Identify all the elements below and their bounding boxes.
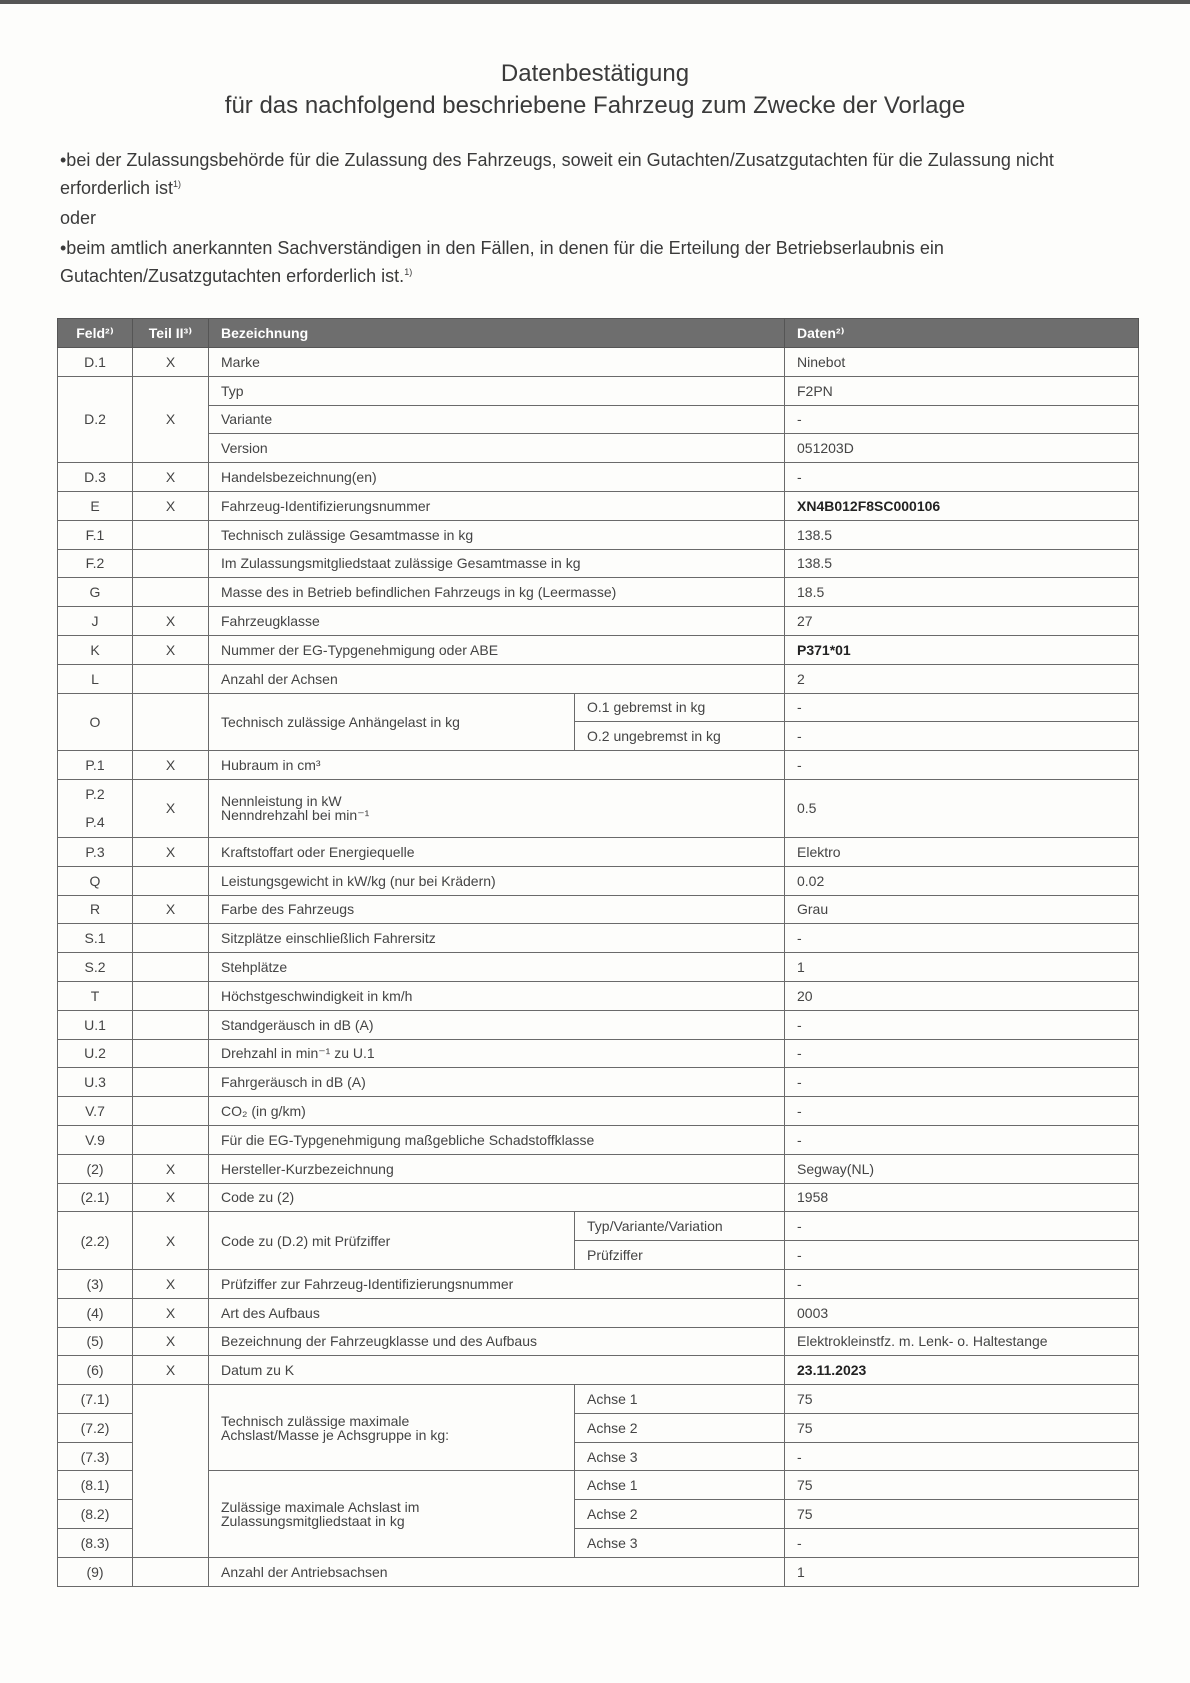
sub-label-cell: Achse 1 bbox=[575, 1385, 785, 1414]
feld-cell: O bbox=[58, 693, 133, 751]
sub-label-cell: Achse 2 bbox=[575, 1500, 785, 1529]
daten-cell: 0.02 bbox=[785, 866, 1139, 895]
teil-cell: X bbox=[133, 1298, 209, 1327]
table-row bbox=[58, 1183, 1139, 1212]
feld-p4: P.4 bbox=[85, 814, 105, 831]
table-row bbox=[58, 1039, 1139, 1068]
feld-cell: (2) bbox=[58, 1154, 133, 1183]
bezeichnung-cell: Code zu (D.2) mit Prüfziffer bbox=[209, 1212, 575, 1270]
bezeichnung-cell: Prüfziffer zur Fahrzeug-Identifizierungsnummer bbox=[209, 1269, 785, 1298]
table-row bbox=[58, 520, 1139, 549]
teil-cell: X bbox=[133, 376, 209, 462]
daten-cell: 18.5 bbox=[785, 578, 1139, 607]
teil-cell: X bbox=[133, 1356, 209, 1385]
table-row bbox=[58, 348, 1139, 377]
feld-cell: U.1 bbox=[58, 1010, 133, 1039]
daten-cell: - bbox=[785, 1039, 1139, 1068]
bezeichnung-cell: Nummer der EG-Typgenehmigung oder ABE bbox=[209, 635, 785, 664]
vehicle-data-table bbox=[57, 318, 1139, 1587]
table-row bbox=[58, 693, 1139, 722]
teil-cell: X bbox=[133, 635, 209, 664]
header-daten: Daten²⁾ bbox=[785, 319, 1139, 348]
teil-cell: X bbox=[133, 1183, 209, 1212]
teil-cell bbox=[133, 1125, 209, 1154]
bezeichnung-cell: Anzahl der Achsen bbox=[209, 664, 785, 693]
daten-cell: 75 bbox=[785, 1500, 1139, 1529]
teil-cell bbox=[133, 1097, 209, 1126]
daten-cell: 75 bbox=[785, 1471, 1139, 1500]
daten-cell: 20 bbox=[785, 981, 1139, 1010]
intro-paragraph-2-text: •beim amtlich anerkannten Sachverständigen in den Fällen, in denen für die Erteilung der Betriebserlaubnis ein Gutachten/Zusatzgutachten erforderlich ist. bbox=[60, 238, 944, 286]
teil-cell bbox=[133, 693, 209, 751]
feld-cell: U.2 bbox=[58, 1039, 133, 1068]
feld-cell: L bbox=[58, 664, 133, 693]
teil-cell: X bbox=[133, 895, 209, 924]
scan-top-edge bbox=[0, 0, 1190, 4]
teil-cell: X bbox=[133, 607, 209, 636]
table-row bbox=[58, 924, 1139, 953]
teil-cell bbox=[133, 1385, 209, 1558]
table-row bbox=[58, 866, 1139, 895]
feld-cell: D.3 bbox=[58, 463, 133, 492]
table-row bbox=[58, 751, 1139, 780]
footnote-ref: 1) bbox=[173, 179, 182, 189]
title-line-2: für das nachfolgend beschriebene Fahrzeug zum Zwecke der Vorlage bbox=[224, 92, 966, 119]
bezeichnung-cell: Marke bbox=[209, 348, 785, 377]
table-row bbox=[58, 549, 1139, 578]
daten-cell: P371*01 bbox=[785, 635, 1139, 664]
feld-cell: T bbox=[58, 981, 133, 1010]
bezeichnung-cell: Technisch zulässige Anhängelast in kg bbox=[209, 693, 575, 751]
table-row bbox=[58, 1356, 1139, 1385]
feld-cell: P.1 bbox=[58, 751, 133, 780]
sub-label-cell: Typ/Variante/Variation bbox=[575, 1212, 785, 1241]
table-row bbox=[58, 1212, 1139, 1241]
bezeichnung-line-1: Technisch zulässige maximale bbox=[221, 1412, 410, 1429]
sub-label-cell: O.1 gebremst in kg bbox=[575, 693, 785, 722]
teil-cell: X bbox=[133, 1212, 209, 1270]
teil-cell: X bbox=[133, 779, 209, 837]
table-row bbox=[58, 635, 1139, 664]
bezeichnung-cell: Variante bbox=[209, 405, 785, 434]
intro-paragraph-1-text: •bei der Zulassungsbehörde für die Zulassung des Fahrzeugs, soweit ein Gutachten/Zusatzgutachten für die Zulassung nicht erforderlich ist bbox=[60, 150, 1054, 198]
bezeichnung-cell: Stehplätze bbox=[209, 953, 785, 982]
daten-cell: Elektro bbox=[785, 837, 1139, 866]
teil-cell bbox=[133, 866, 209, 895]
teil-cell: X bbox=[133, 837, 209, 866]
sub-label-cell: O.2 ungebremst in kg bbox=[575, 722, 785, 751]
daten-cell: 1958 bbox=[785, 1183, 1139, 1212]
table-row bbox=[58, 434, 1139, 463]
table-row bbox=[58, 1125, 1139, 1154]
feld-cell: (8.1) bbox=[58, 1471, 133, 1500]
intro-or: oder bbox=[60, 208, 97, 228]
daten-cell: 75 bbox=[785, 1413, 1139, 1442]
daten-cell: Elektrokleinstfz. m. Lenk- o. Haltestange bbox=[785, 1327, 1139, 1356]
intro-paragraph-1 bbox=[60, 148, 1120, 200]
teil-cell: X bbox=[133, 491, 209, 520]
feld-cell: (2.1) bbox=[58, 1183, 133, 1212]
daten-cell: - bbox=[785, 1097, 1139, 1126]
daten-cell: 75 bbox=[785, 1385, 1139, 1414]
daten-cell: Ninebot bbox=[785, 348, 1139, 377]
table-row bbox=[58, 1068, 1139, 1097]
sub-label-cell: Achse 3 bbox=[575, 1529, 785, 1558]
feld-p2: P.2 bbox=[85, 786, 105, 803]
feld-cell: G bbox=[58, 578, 133, 607]
bezeichnung-cell: Fahrgeräusch in dB (A) bbox=[209, 1068, 785, 1097]
feld-cell: K bbox=[58, 635, 133, 664]
daten-cell: 27 bbox=[785, 607, 1139, 636]
daten-cell: - bbox=[785, 1010, 1139, 1039]
daten-cell: - bbox=[785, 405, 1139, 434]
daten-cell: - bbox=[785, 1529, 1139, 1558]
teil-cell bbox=[133, 664, 209, 693]
table-row bbox=[58, 578, 1139, 607]
table-row bbox=[58, 664, 1139, 693]
daten-cell: - bbox=[785, 1068, 1139, 1097]
bezeichnung-line-2: Nenndrehzahl bei min⁻¹ bbox=[221, 807, 370, 824]
daten-cell: 23.11.2023 bbox=[785, 1356, 1139, 1385]
sub-label-cell: Achse 3 bbox=[575, 1442, 785, 1471]
bezeichnung-line-1: Nennleistung in kW bbox=[221, 793, 342, 810]
daten-cell: Grau bbox=[785, 895, 1139, 924]
feld-cell: (3) bbox=[58, 1269, 133, 1298]
feld-cell: V.7 bbox=[58, 1097, 133, 1126]
daten-cell: 1 bbox=[785, 1557, 1139, 1586]
bezeichnung-cell: Drehzahl in min⁻¹ zu U.1 bbox=[209, 1039, 785, 1068]
daten-cell: - bbox=[785, 751, 1139, 780]
daten-cell: - bbox=[785, 1269, 1139, 1298]
table-row bbox=[58, 1097, 1139, 1126]
bezeichnung-cell: Hubraum in cm³ bbox=[209, 751, 785, 780]
bezeichnung-cell: Kraftstoffart oder Energiequelle bbox=[209, 837, 785, 866]
intro-text bbox=[60, 148, 1120, 294]
teil-cell bbox=[133, 578, 209, 607]
teil-cell bbox=[133, 981, 209, 1010]
bezeichnung-cell: Fahrzeug-Identifizierungsnummer bbox=[209, 491, 785, 520]
teil-cell: X bbox=[133, 463, 209, 492]
daten-cell: - bbox=[785, 693, 1139, 722]
feld-cell: (2.2) bbox=[58, 1212, 133, 1270]
daten-cell: 138.5 bbox=[785, 549, 1139, 578]
bezeichnung-cell: Für die EG-Typgenehmigung maßgebliche Schadstoffklasse bbox=[209, 1125, 785, 1154]
daten-cell: 051203D bbox=[785, 434, 1139, 463]
sub-label-cell: Achse 2 bbox=[575, 1413, 785, 1442]
header-feld: Feld²⁾ bbox=[58, 319, 133, 348]
table-row bbox=[58, 953, 1139, 982]
feld-cell: Q bbox=[58, 866, 133, 895]
feld-cell: (7.3) bbox=[58, 1442, 133, 1471]
feld-cell: V.9 bbox=[58, 1125, 133, 1154]
bezeichnung-line-1: Zulässige maximale Achslast im bbox=[221, 1499, 420, 1516]
title-line-1: Datenbestätigung bbox=[500, 60, 690, 87]
table-row bbox=[58, 1154, 1139, 1183]
feld-cell: S.2 bbox=[58, 953, 133, 982]
bezeichnung-cell: CO₂ (in g/km) bbox=[209, 1097, 785, 1126]
feld-cell: U.3 bbox=[58, 1068, 133, 1097]
feld-cell: F.2 bbox=[58, 549, 133, 578]
table-row bbox=[58, 1385, 1139, 1414]
daten-cell: - bbox=[785, 924, 1139, 953]
table-row bbox=[58, 491, 1139, 520]
header-bezeichnung: Bezeichnung bbox=[209, 319, 785, 348]
bezeichnung-cell: Technisch zulässige Gesamtmasse in kg bbox=[209, 520, 785, 549]
feld-cell: J bbox=[58, 607, 133, 636]
sub-label-cell: Achse 1 bbox=[575, 1471, 785, 1500]
feld-cell: (7.1) bbox=[58, 1385, 133, 1414]
bezeichnung-cell: Typ bbox=[209, 376, 785, 405]
daten-cell: - bbox=[785, 1442, 1139, 1471]
bezeichnung-cell: Anzahl der Antriebsachsen bbox=[209, 1557, 785, 1586]
teil-cell bbox=[133, 1557, 209, 1586]
daten-cell: 138.5 bbox=[785, 520, 1139, 549]
feld-cell: (8.3) bbox=[58, 1529, 133, 1558]
bezeichnung-cell bbox=[209, 779, 785, 837]
feld-cell: (7.2) bbox=[58, 1413, 133, 1442]
feld-cell: D.1 bbox=[58, 348, 133, 377]
daten-cell: XN4B012F8SC000106 bbox=[785, 491, 1139, 520]
table-row bbox=[58, 607, 1139, 636]
table-row bbox=[58, 1471, 1139, 1500]
feld-cell: E bbox=[58, 491, 133, 520]
bezeichnung-cell: Art des Aufbaus bbox=[209, 1298, 785, 1327]
footnote-ref: 1) bbox=[404, 267, 413, 277]
bezeichnung-cell: Sitzplätze einschließlich Fahrersitz bbox=[209, 924, 785, 953]
table-row bbox=[58, 895, 1139, 924]
table-row bbox=[58, 779, 1139, 837]
feld-cell: F.1 bbox=[58, 520, 133, 549]
bezeichnung-cell: Höchstgeschwindigkeit in km/h bbox=[209, 981, 785, 1010]
daten-cell: - bbox=[785, 1241, 1139, 1270]
header-teil: Teil II³⁾ bbox=[133, 319, 209, 348]
daten-cell: 2 bbox=[785, 664, 1139, 693]
feld-cell: (4) bbox=[58, 1298, 133, 1327]
teil-cell bbox=[133, 549, 209, 578]
bezeichnung-cell: Fahrzeugklasse bbox=[209, 607, 785, 636]
bezeichnung-cell: Leistungsgewicht in kW/kg (nur bei Krädern) bbox=[209, 866, 785, 895]
feld-cell: (9) bbox=[58, 1557, 133, 1586]
bezeichnung-cell: Datum zu K bbox=[209, 1356, 785, 1385]
teil-cell bbox=[133, 1068, 209, 1097]
teil-cell bbox=[133, 924, 209, 953]
table-row bbox=[58, 981, 1139, 1010]
bezeichnung-cell: Bezeichnung der Fahrzeugklasse und des Aufbaus bbox=[209, 1327, 785, 1356]
teil-cell bbox=[133, 953, 209, 982]
daten-cell: - bbox=[785, 1212, 1139, 1241]
teil-cell: X bbox=[133, 751, 209, 780]
sub-label-cell: Prüfziffer bbox=[575, 1241, 785, 1270]
bezeichnung-line-2: Achslast/Masse je Achsgruppe in kg: bbox=[221, 1426, 450, 1443]
teil-cell bbox=[133, 1010, 209, 1039]
daten-cell: 0.5 bbox=[785, 779, 1139, 837]
feld-cell: D.2 bbox=[58, 376, 133, 462]
table-row bbox=[58, 405, 1139, 434]
bezeichnung-cell bbox=[209, 1385, 575, 1471]
daten-cell: F2PN bbox=[785, 376, 1139, 405]
bezeichnung-cell bbox=[209, 1471, 575, 1557]
daten-cell: 1 bbox=[785, 953, 1139, 982]
table-row bbox=[58, 1010, 1139, 1039]
table-row bbox=[58, 463, 1139, 492]
teil-cell bbox=[133, 520, 209, 549]
bezeichnung-cell: Hersteller-Kurzbezeichnung bbox=[209, 1154, 785, 1183]
table-row bbox=[58, 1327, 1139, 1356]
bezeichnung-cell: Farbe des Fahrzeugs bbox=[209, 895, 785, 924]
feld-cell: (6) bbox=[58, 1356, 133, 1385]
feld-cell: (5) bbox=[58, 1327, 133, 1356]
bezeichnung-cell: Code zu (2) bbox=[209, 1183, 785, 1212]
teil-cell bbox=[133, 1039, 209, 1068]
table-row bbox=[58, 1298, 1139, 1327]
bezeichnung-cell: Version bbox=[209, 434, 785, 463]
document-title bbox=[0, 58, 1190, 122]
daten-cell: Segway(NL) bbox=[785, 1154, 1139, 1183]
table-header-row bbox=[58, 319, 1139, 348]
bezeichnung-cell: Masse des in Betrieb befindlichen Fahrzeugs in kg (Leermasse) bbox=[209, 578, 785, 607]
daten-cell: - bbox=[785, 1125, 1139, 1154]
bezeichnung-cell: Im Zulassungsmitgliedstaat zulässige Gesamtmasse in kg bbox=[209, 549, 785, 578]
table-row bbox=[58, 837, 1139, 866]
daten-cell: - bbox=[785, 463, 1139, 492]
feld-cell: (8.2) bbox=[58, 1500, 133, 1529]
table-row bbox=[58, 376, 1139, 405]
feld-cell bbox=[58, 779, 133, 837]
daten-cell: - bbox=[785, 722, 1139, 751]
teil-cell: X bbox=[133, 1327, 209, 1356]
teil-cell: X bbox=[133, 1269, 209, 1298]
feld-cell: S.1 bbox=[58, 924, 133, 953]
table-row bbox=[58, 1557, 1139, 1586]
teil-cell: X bbox=[133, 348, 209, 377]
intro-paragraph-2 bbox=[60, 236, 1120, 288]
feld-cell: P.3 bbox=[58, 837, 133, 866]
table-row bbox=[58, 1269, 1139, 1298]
feld-cell: R bbox=[58, 895, 133, 924]
bezeichnung-cell: Handelsbezeichnung(en) bbox=[209, 463, 785, 492]
daten-cell: 0003 bbox=[785, 1298, 1139, 1327]
bezeichnung-line-2: Zulassungsmitgliedstaat in kg bbox=[221, 1513, 405, 1530]
bezeichnung-cell: Standgeräusch in dB (A) bbox=[209, 1010, 785, 1039]
teil-cell: X bbox=[133, 1154, 209, 1183]
